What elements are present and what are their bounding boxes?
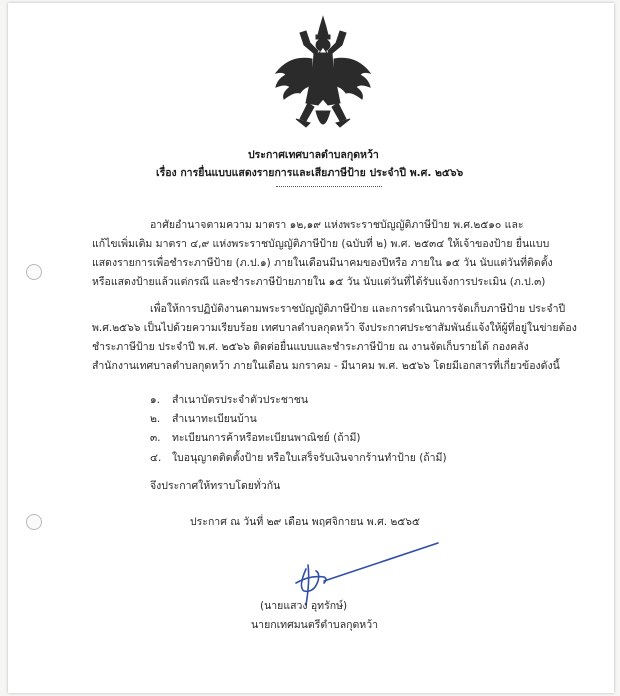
signer-position: นายกเทศมนตรีตำบลกุดหว้า [251,619,379,631]
paragraph1-line2: แก้ไขเพิ่มเติม มาตรา ๔,๙ แห่งพระราชบัญญัติภาษีป้าย (ฉบับที่ ๒) พ.ศ. ๒๕๓๔ ให้เจ้าของป้าย ยื่นแบบ [92,238,550,250]
list-item [150,394,308,407]
document-page [8,3,614,693]
punch-hole-top [26,264,42,280]
garuda-emblem-icon [270,15,376,137]
announcement-date: ประกาศ ณ วันที่ ๒๙ เดือน พฤศจิกายน พ.ศ. ๒๕๖๕ [190,516,420,528]
list-number: ๑. [150,394,161,406]
list-number: ๔. [150,452,162,464]
closing-statement: จึงประกาศให้ทราบโดยทั่วกัน [150,480,281,492]
paragraph2-line1: เพื่อให้การปฏิบัติงานตามพระราชบัญญัติภาษีป้าย และการดำเนินการจัดเก็บภาษีป้าย ประจำปี [150,303,566,315]
announcement-subject: เรื่อง การยื่นแบบแสดงรายการและเสียภาษีป้าย ประจำปี พ.ศ. ๒๕๖๖ [156,167,464,179]
paragraph1-line3: แสดงรายการเพื่อชำระภาษีป้าย (ภ.ป.๑) ภายในเดือนมีนาคมของปีหรือ ภายใน ๑๕ วัน นับแต่วันที่ติดตั้ง [92,257,553,269]
list-text: ใบอนุญาตติดตั้งป้าย หรือใบเสร็จรับเงินจากร้านทำป้าย (ถ้ามี) [172,452,447,464]
list-item [150,413,257,426]
announcement-title: ประกาศเทศบาลตำบลกุดหว้า [248,149,379,161]
paragraph2-line2: พ.ศ.๒๕๖๖ เป็นไปด้วยความเรียบร้อย เทศบาลตำบลกุดหว้า จึงประกาศประชาสัมพันธ์แจ้งให้ผู้ที่อยู่ในข่ายต้อง [92,322,577,334]
paragraph1-line4: หรือแสดงป้ายแล้วแต่กรณี และชำระภาษีป้ายภายใน ๑๕ วัน นับแต่วันที่ได้รับแจ้งการประเมิน (ภ.ป.๓) [92,276,546,288]
paragraph2-line3: ชำระภาษีป้าย ประจำปี พ.ศ. ๒๕๖๖ ติดต่อยื่นแบบและชำระภาษีป้าย ณ งานจัดเก็บรายได้ กองคลัง [92,341,529,353]
punch-hole-bottom [26,514,42,530]
signer-name: (นายแสวง อุทรักษ์) [260,600,348,612]
list-number: ๒. [150,413,161,425]
list-text: สำเนาทะเบียนบ้าน [172,413,257,425]
list-text: ทะเบียนการค้าหรือทะเบียนพาณิชย์ (ถ้ามี) [172,432,361,444]
list-item [150,452,447,465]
paragraph2-line4: สำนักงานเทศบาลตำบลกุดหว้า ภายในเดือน มกราคม - มีนาคม พ.ศ. ๒๕๖๖ โดยมีเอกสารที่เกี่ยวข้องดังนี้ [92,360,560,372]
signature [288,535,448,607]
list-number: ๓. [150,432,161,444]
list-text: สำเนาบัตรประจำตัวประชาชน [172,394,309,406]
title-divider [276,186,382,187]
paragraph1-line1: อาศัยอำนาจตามความ มาตรา ๑๒,๑๙ แห่งพระราชบัญญัติภาษีป้าย พ.ศ.๒๕๑๐ และ [150,219,524,231]
list-item [150,432,361,445]
